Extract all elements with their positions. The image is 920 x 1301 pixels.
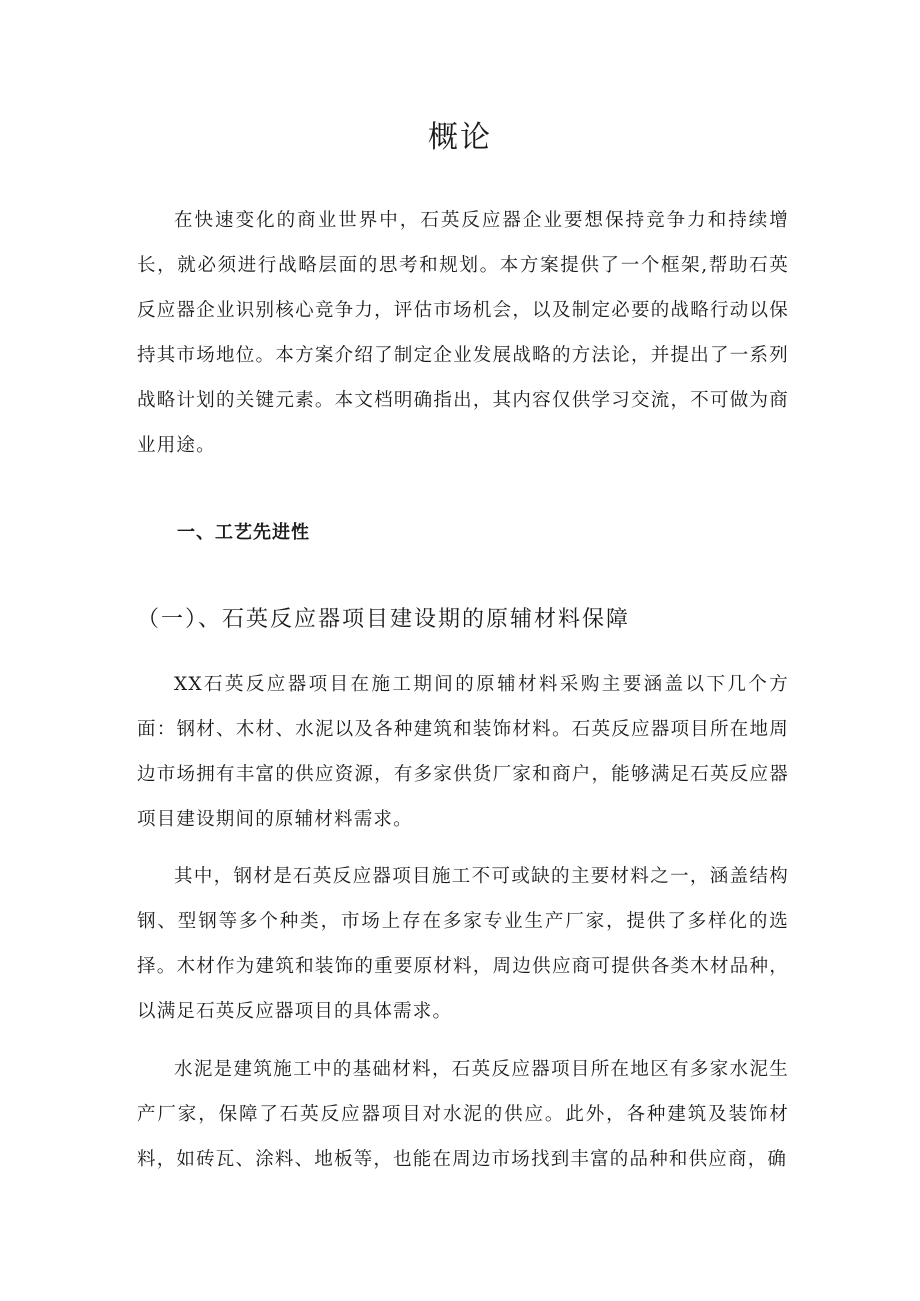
body-paragraph-1: XX石英反应器项目在施工期间的原辅材料采购主要涵盖以下几个方面：钢材、木材、水泥以及各种建筑和装饰材料。石英反应器项目所在地周边市场拥有丰富的供应资源，有多家供货厂家和商户，能够满足石英反应器项目建设期间的原辅材料需求。 <box>137 674 789 830</box>
body-paragraph-2: 其中，钢材是石英反应器项目施工不可或缺的主要材料之一，涵盖结构钢、型钢等多个种类，市场上存在多家专业生产厂家，提供了多样化的选择。木材作为建筑和装饰的重要原材料，周边供应商可提供各类木材品种，以满足石英反应器项目的具体需求。 <box>137 866 789 1022</box>
page-title: 概论 <box>428 120 492 155</box>
body-paragraph-3: 水泥是建筑施工中的基础材料，石英反应器项目所在地区有多家水泥生产厂家，保障了石英反应器项目对水泥的供应。此外，各种建筑及装饰材料，如砖瓦、涂料、地板等，也能在周边市场找到丰富的品种和供应商，确 <box>137 1059 789 1170</box>
subsection-heading: （一）、石英反应器项目建设期的原辅材料保障 <box>137 607 631 632</box>
section-heading: 一、工艺先进性 <box>177 522 310 543</box>
intro-paragraph: 在快速变化的商业世界中，石英反应器企业要想保持竞争力和持续增长，就必须进行战略层面的思考和规划。本方案提供了一个框架,帮助石英反应器企业识别核心竞争力，评估市场机会，以及制定必要的战略行动以保持其市场地位。本方案介绍了制定企业发展战略的方法论，并提出了一系列战略计划的关键元素。本文档明确指出，其内容仅供学习交流，不可做为商业用途。 <box>137 210 789 456</box>
